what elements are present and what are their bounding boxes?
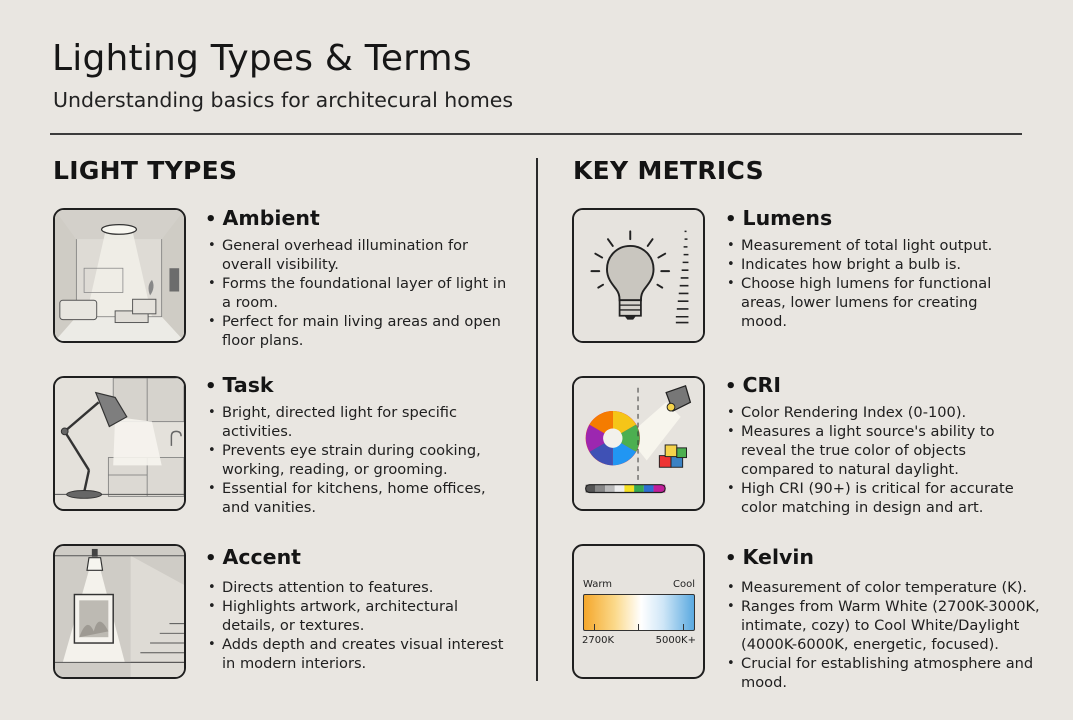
light-bulb-brightness-icon bbox=[572, 208, 705, 343]
bullet-text: • High CRI (90+) is critical for accurate color matching in design and art. bbox=[727, 479, 1027, 517]
bullet-text: • Forms the foundational layer of light in a room. bbox=[208, 274, 508, 312]
scale-label-cool: Cool bbox=[673, 579, 695, 590]
bullet-text: • Ranges from Warm White (2700K-3000K, intimate, cozy) to Cool White/Daylight (4000K-6000K, energetic, focused). bbox=[727, 597, 1062, 654]
bullet-text: • Perfect for main living areas and open floor plans. bbox=[208, 312, 508, 350]
header-divider bbox=[50, 133, 1022, 135]
desk-lamp-kitchen-icon bbox=[53, 376, 186, 511]
bullet-icon: • bbox=[725, 376, 737, 397]
bullet-text: • Essential for kitchens, home offices, and vanities. bbox=[208, 479, 508, 517]
bullet-text: • Bright, directed light for specific activities. bbox=[208, 403, 508, 441]
item-title: Kelvin bbox=[742, 545, 814, 569]
section-title-light-types: LIGHT TYPES bbox=[53, 156, 238, 185]
temperature-gradient-bar bbox=[583, 594, 695, 631]
bullet-icon: • bbox=[205, 209, 217, 230]
scale-label-max: 5000K+ bbox=[655, 635, 696, 646]
bullet-text: • General overhead illumination for overall visibility. bbox=[208, 236, 508, 274]
item-title: Task bbox=[222, 373, 274, 397]
bullet-list bbox=[208, 578, 508, 673]
page-title: Lighting Types & Terms bbox=[52, 38, 472, 79]
bullet-text: • Measurement of color temperature (K). bbox=[727, 578, 1062, 597]
bullet-list bbox=[208, 236, 508, 350]
item-title: Ambient bbox=[222, 206, 320, 230]
bullet-text: • Choose high lumens for functional areas, lower lumens for creating mood. bbox=[727, 274, 1027, 331]
bullet-text: • Measurement of total light output. bbox=[727, 236, 1027, 255]
item-title: Lumens bbox=[742, 206, 833, 230]
bullet-text: • Indicates how bright a bulb is. bbox=[727, 255, 1027, 274]
bullet-list bbox=[208, 403, 508, 517]
spotlight-artwork-icon bbox=[53, 544, 186, 679]
section-title-key-metrics: KEY METRICS bbox=[573, 156, 764, 185]
color-temperature-gradient-icon bbox=[572, 544, 705, 679]
bullet-text: • Color Rendering Index (0-100). bbox=[727, 403, 1027, 422]
bullet-text: • Prevents eye strain during cooking, working, reading, or grooming. bbox=[208, 441, 508, 479]
scale-label-min: 2700K bbox=[582, 635, 615, 646]
bullet-icon: • bbox=[725, 209, 737, 230]
bullet-text: • Measures a light source's ability to reveal the true color of objects compared to natural daylight. bbox=[727, 422, 1027, 479]
bullet-list bbox=[727, 403, 1027, 517]
item-title: CRI bbox=[742, 373, 781, 397]
bullet-text: • Highlights artwork, architectural details, or textures. bbox=[208, 597, 508, 635]
item-title: Accent bbox=[222, 545, 301, 569]
bullet-text: • Adds depth and creates visual interest in modern interiors. bbox=[208, 635, 508, 673]
living-room-ceiling-light-icon bbox=[53, 208, 186, 343]
page-subtitle: Understanding basics for architecural homes bbox=[53, 88, 514, 112]
bullet-text: • Directs attention to features. bbox=[208, 578, 508, 597]
bullet-icon: • bbox=[205, 376, 217, 397]
scale-label-warm: Warm bbox=[583, 579, 613, 590]
bullet-icon: • bbox=[725, 548, 737, 569]
bullet-text: • Crucial for establishing atmosphere and mood. bbox=[727, 654, 1062, 692]
bullet-list bbox=[727, 578, 1062, 692]
bullet-icon: • bbox=[205, 548, 217, 569]
color-wheel-spotlight-icon bbox=[572, 376, 705, 511]
bullet-list bbox=[727, 236, 1027, 331]
column-divider bbox=[536, 158, 538, 681]
